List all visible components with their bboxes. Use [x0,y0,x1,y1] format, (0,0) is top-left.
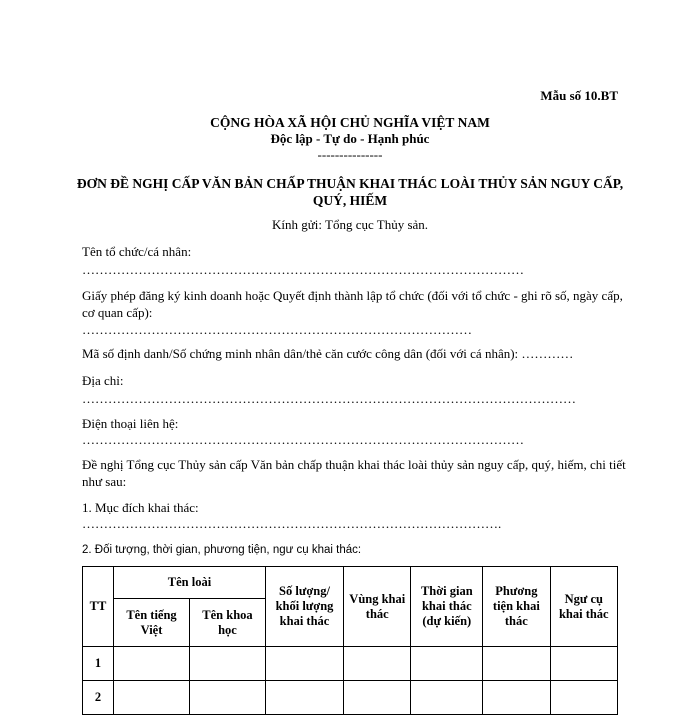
col-quantity: Số lượng/ khối lượng khai thác [265,567,343,647]
address-dots[interactable]: …………………………………………………………………………………………………… [82,391,576,406]
phone-dots[interactable]: ………………………………………………………………………………………… [82,432,524,447]
table-cell[interactable] [344,647,411,681]
table-cell[interactable] [411,647,483,681]
row-number: 2 [83,681,114,715]
address-label: Địa chỉ: [82,373,124,388]
form-code: Mẫu số 10.BT [540,88,618,103]
col-time: Thời gian khai thác (dự kiến) [411,567,483,647]
harvest-table [82,566,618,715]
org-name-dots[interactable]: ………………………………………………………………………………………… [82,262,524,277]
table-cell[interactable] [550,681,617,715]
table-cell[interactable] [483,681,550,715]
recipient-line: Kính gửi: Tổng cục Thủy sản. [271,217,429,232]
phone-label: Điện thoại liên hệ: [82,416,179,431]
col-gear: Ngư cụ khai thác [550,567,617,647]
table-cell[interactable] [114,647,190,681]
table-row [83,681,618,715]
col-vehicle: Phương tiện khai thác [483,567,550,647]
table-cell[interactable] [189,647,265,681]
table-cell[interactable] [265,681,343,715]
table-cell[interactable] [550,647,617,681]
table-cell[interactable] [344,681,411,715]
col-vn-name: Tên tiếng Việt [114,599,190,647]
license-label: Giấy phép đăng ký kinh doanh hoặc Quyết định thành lập tổ chức (đối với tổ chức - ghi rõ số, ngày cấp, cơ quan cấp): [82,288,623,320]
col-sci-name: Tên khoa học [189,599,265,647]
header-separator: --------------- [317,147,383,162]
table-cell[interactable] [265,647,343,681]
document-title: ĐƠN ĐỀ NGHỊ CẤP VĂN BẢN CHẤP THUẬN KHAI THÁC LOÀI THỦY SẢN NGUY CẤP, QUÝ, HIẾM [76,176,624,208]
national-title: CỘNG HÒA XÃ HỘI CHỦ NGHĨA VIỆT NAM [210,115,490,130]
col-species: Tên loài [114,567,266,599]
national-motto: Độc lập - Tự do - Hạnh phúc [270,131,430,146]
table-row [83,647,618,681]
table-cell[interactable] [483,647,550,681]
table-cell[interactable] [189,681,265,715]
license-dots[interactable]: ……………………………………………………………………………… [82,322,472,337]
section1-label: 1. Mục đích khai thác: [82,500,199,515]
table-cell[interactable] [411,681,483,715]
col-area: Vùng khai thác [344,567,411,647]
col-tt: TT [83,567,114,647]
section2-label: 2. Đối tượng, thời gian, phương tiện, ngư cụ khai thác: [82,544,362,556]
section1-dots[interactable]: ……………………………………………………………………………………. [82,516,502,531]
org-name-label: Tên tổ chức/cá nhân: [82,244,192,259]
row-number: 1 [83,647,114,681]
request-paragraph: Đề nghị Tổng cục Thủy sản cấp Văn bản chấp thuận khai thác loài thủy sản nguy cấp, quý, hiếm, chi tiết như sau: [82,457,626,489]
table-cell[interactable] [114,681,190,715]
id-number-label: Mã số định danh/Số chứng minh nhân dân/thẻ căn cước công dân (đối với cá nhân): ………… [82,346,574,361]
